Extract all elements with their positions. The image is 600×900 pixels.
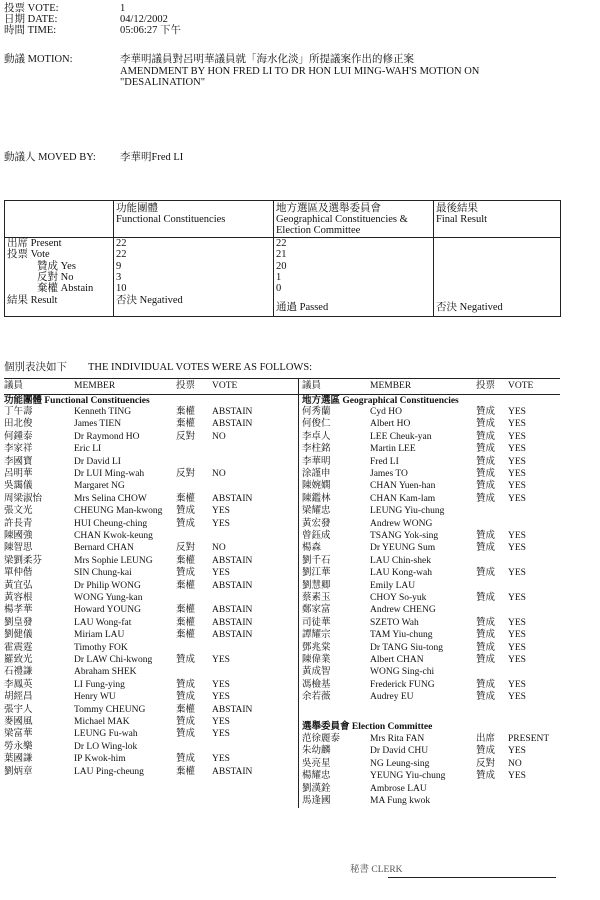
row-vote-label: 投票 Vote: [7, 249, 50, 260]
vote-zh: 贊成: [476, 617, 496, 628]
member-name-en: Dr Philip WONG: [74, 580, 141, 591]
vote-en: ABSTAIN: [212, 704, 253, 715]
member-name-en: Abraham SHEK: [74, 667, 137, 678]
vote-en: YES: [212, 729, 230, 740]
vote-en: YES: [212, 568, 230, 579]
header-rule-top: [4, 378, 560, 379]
vote-zh: 贊成: [476, 679, 496, 690]
member-name-zh: 勞永樂: [4, 741, 33, 752]
column-divider: [298, 378, 299, 808]
vote-zh: 棄權: [176, 419, 196, 430]
fc-no: 3: [116, 272, 122, 283]
vote-zh: 贊成: [476, 593, 496, 603]
member-name-zh: 劉漢銓: [302, 783, 331, 794]
member-name-zh: 丁午壽: [4, 407, 33, 417]
member-name-en: CHEUNG Man-kwong: [74, 506, 163, 517]
member-name-en: CHAN Kwok-keung: [74, 531, 153, 541]
gc-section-title: 地方選區 Geographical Constituencies: [302, 396, 459, 406]
member-name-zh: 黃容根: [4, 593, 33, 603]
member-name-zh: 劉江華: [302, 568, 331, 579]
member-name-en: SIN Chung-kai: [74, 568, 132, 579]
vote-en: YES: [508, 568, 526, 579]
member-name-en: YEUNG Yiu-chung: [370, 771, 446, 782]
member-name-en: Cyd HO: [370, 407, 402, 417]
member-name-en: James TO: [370, 469, 408, 479]
fc-yes: 9: [116, 261, 122, 272]
vote-en: YES: [508, 593, 526, 603]
vote-en: YES: [508, 444, 526, 455]
member-name-en: Margaret NG: [74, 481, 125, 492]
member-name-zh: 劉慧卿: [302, 580, 331, 591]
member-name-en: Dr YEUNG Sum: [370, 543, 436, 554]
row-no-label: 反對 No: [37, 272, 74, 283]
hdr-vote-zh: 投票: [176, 381, 196, 391]
col-fc-zh: 功能團體: [116, 203, 158, 214]
member-name-en: CHAN Yuen-han: [370, 481, 436, 492]
member-name-zh: 羅致光: [4, 655, 33, 665]
vote-en: YES: [508, 407, 526, 417]
hdr-member-zh: 議員: [302, 381, 322, 391]
vote-zh: 棄權: [176, 580, 196, 591]
member-name-zh: 蔡素玉: [302, 593, 331, 603]
vote-zh: 贊成: [476, 419, 496, 430]
vote-en: YES: [508, 431, 526, 442]
vote-zh: 贊成: [476, 630, 496, 641]
vote-en: YES: [508, 493, 526, 504]
member-name-zh: 張宇人: [4, 704, 33, 715]
vote-en: YES: [508, 630, 526, 641]
row-abstain-label: 棄權 Abstain: [37, 283, 94, 294]
vote-zh: 贊成: [476, 568, 496, 579]
member-name-zh: 葉國謙: [4, 754, 33, 765]
member-name-en: Miriam LAU: [74, 630, 125, 641]
member-name-zh: 譚耀宗: [302, 630, 331, 641]
member-name-zh: 涂謹申: [302, 469, 331, 479]
hdr-vote-en: VOTE: [508, 381, 534, 391]
vote-en: ABSTAIN: [212, 493, 253, 504]
member-name-zh: 田北俊: [4, 419, 33, 430]
vote-en: ABSTAIN: [212, 419, 253, 430]
member-name-en: Michael MAK: [74, 717, 130, 727]
member-name-zh: 張文光: [4, 506, 33, 517]
member-name-zh: 劉千石: [302, 555, 331, 566]
member-name-zh: 黃宜弘: [4, 580, 33, 591]
vote-zh: 贊成: [476, 771, 496, 782]
vote-zh: 贊成: [476, 746, 496, 757]
vote-en: YES: [508, 642, 526, 653]
fc-result: 否決 Negatived: [116, 295, 183, 306]
hdr-member-zh: 議員: [4, 381, 24, 391]
vote-en: ABSTAIN: [212, 617, 253, 628]
hdr-vote-zh: 投票: [476, 381, 496, 391]
member-name-zh: 李國寶: [4, 456, 33, 467]
vote-value: 1: [120, 3, 126, 14]
member-name-zh: 吳靄儀: [4, 481, 33, 492]
member-name-en: Bernard CHAN: [74, 543, 134, 554]
member-name-en: Mrs Rita FAN: [370, 734, 425, 744]
member-name-zh: 司徒華: [302, 617, 331, 628]
table-divider: [433, 201, 434, 316]
vote-en: ABSTAIN: [212, 766, 253, 777]
member-name-en: LAU Wong-fat: [74, 617, 132, 628]
gc-present: 22: [276, 238, 287, 249]
member-name-en: Audrey EU: [370, 692, 414, 703]
member-name-zh: 劉健儀: [4, 630, 33, 641]
member-name-en: Mrs Sophie LEUNG: [74, 555, 153, 566]
member-name-en: Albert HO: [370, 419, 411, 430]
member-name-en: Tommy CHEUNG: [74, 704, 146, 715]
member-name-zh: 李華明: [302, 456, 331, 467]
motion-en-line1: AMENDMENT BY HON FRED LI TO DR HON LUI MING-WAH'S MOTION ON: [120, 66, 480, 77]
vote-en: YES: [508, 679, 526, 690]
member-name-zh: 麥國風: [4, 717, 33, 727]
member-name-en: Dr LAW Chi-kwong: [74, 655, 153, 665]
member-name-zh: 李家祥: [4, 444, 33, 455]
vote-zh: 贊成: [176, 717, 196, 727]
member-name-en: Ambrose LAU: [370, 783, 427, 794]
gc-vote: 21: [276, 249, 287, 260]
member-name-zh: 馬逢國: [302, 796, 331, 806]
member-name-en: TSANG Yok-sing: [370, 531, 439, 541]
vote-label: 投票 VOTE:: [4, 3, 59, 14]
vote-zh: 棄權: [176, 555, 196, 566]
vote-zh: 贊成: [176, 518, 196, 529]
table-divider: [273, 201, 274, 316]
date-label: 日期 DATE:: [4, 14, 58, 25]
member-name-en: Mrs Selina CHOW: [74, 493, 147, 504]
motion-label: 動議 MOTION:: [4, 54, 73, 65]
vote-zh: 贊成: [476, 444, 496, 455]
member-name-zh: 梁耀忠: [302, 506, 331, 517]
table-divider: [113, 201, 114, 316]
member-name-zh: 黃宏發: [302, 518, 331, 529]
vote-en: NO: [508, 758, 522, 769]
gc-yes: 20: [276, 261, 287, 272]
vote-en: YES: [508, 543, 526, 554]
mover-value: 李華明Fred LI: [120, 152, 184, 163]
vote-en: YES: [508, 617, 526, 628]
member-name-zh: 余若薇: [302, 692, 331, 703]
vote-zh: 棄權: [176, 630, 196, 641]
member-name-zh: 李卓人: [302, 431, 331, 442]
member-name-en: Albert CHAN: [370, 655, 424, 665]
member-name-en: LAU Kong-wah: [370, 568, 433, 579]
member-name-zh: 劉皇發: [4, 617, 33, 628]
vote-en: YES: [508, 531, 526, 541]
member-name-en: Dr LUI Ming-wah: [74, 469, 145, 479]
vote-zh: 反對: [176, 543, 196, 554]
vote-en: YES: [508, 692, 526, 703]
vote-zh: 出席: [476, 734, 496, 744]
member-name-zh: 曾鈺成: [302, 531, 331, 541]
member-name-en: SZETO Wah: [370, 617, 419, 628]
fc-vote: 22: [116, 249, 127, 260]
member-name-en: Kenneth TING: [74, 407, 132, 417]
member-name-en: Andrew WONG: [370, 518, 433, 529]
vote-en: YES: [212, 679, 230, 690]
member-name-zh: 劉炳章: [4, 766, 33, 777]
vote-en: ABSTAIN: [212, 605, 253, 616]
member-name-en: LAU Ping-cheung: [74, 766, 144, 777]
member-name-en: Martin LEE: [370, 444, 416, 455]
vote-zh: 贊成: [176, 679, 196, 690]
member-name-zh: 何鍾泰: [4, 431, 33, 442]
member-name-en: Dr TANG Siu-tong: [370, 642, 443, 653]
vote-en: ABSTAIN: [212, 630, 253, 641]
member-name-zh: 梁劉柔芬: [4, 555, 43, 566]
member-name-en: Howard YOUNG: [74, 605, 141, 616]
member-name-en: NG Leung-sing: [370, 758, 430, 769]
vote-zh: 棄權: [176, 766, 196, 777]
vote-zh: 贊成: [476, 456, 496, 467]
member-name-en: LEUNG Yiu-chung: [370, 506, 445, 517]
gc-no: 1: [276, 272, 282, 283]
member-name-en: Dr David CHU: [370, 746, 429, 757]
member-name-en: Timothy FOK: [74, 642, 128, 653]
member-name-en: IP Kwok-him: [74, 754, 126, 765]
vote-en: YES: [212, 692, 230, 703]
vote-en: NO: [212, 469, 226, 479]
vote-zh: 贊成: [476, 655, 496, 665]
row-present-label: 出席 Present: [7, 238, 62, 249]
member-name-zh: 李鳳英: [4, 679, 33, 690]
motion-en-line2: "DESALINATION": [120, 77, 205, 88]
member-name-zh: 楊森: [302, 543, 322, 554]
vote-zh: 贊成: [176, 506, 196, 517]
vote-en: YES: [508, 419, 526, 430]
motion-zh: 李華明議員對呂明華議員就「海水化淡」所提議案作出的修正案: [120, 54, 414, 65]
member-name-zh: 楊孝華: [4, 605, 33, 616]
gc-result: 通過 Passed: [276, 302, 329, 313]
member-name-en: LEUNG Fu-wah: [74, 729, 138, 740]
member-name-en: Dr Raymond HO: [74, 431, 140, 442]
member-name-zh: 陳國強: [4, 531, 33, 541]
member-name-zh: 李柱銘: [302, 444, 331, 455]
member-name-zh: 范徐麗泰: [302, 734, 341, 744]
member-name-en: MA Fung kwok: [370, 796, 431, 806]
col-gc-en1: Geographical Constituencies &: [276, 214, 408, 225]
gc-abstain: 0: [276, 283, 282, 294]
member-name-en: CHOY So-yuk: [370, 593, 427, 603]
member-name-zh: 陳智思: [4, 543, 33, 554]
member-name-zh: 石禮謙: [4, 667, 33, 678]
vote-zh: 贊成: [176, 729, 196, 740]
member-name-zh: 楊耀忠: [302, 771, 331, 782]
vote-zh: 贊成: [476, 431, 496, 442]
vote-zh: 贊成: [476, 692, 496, 703]
header-rule-bottom: [4, 394, 560, 395]
vote-en: YES: [508, 456, 526, 467]
member-name-zh: 馮檢基: [302, 679, 331, 690]
col-final-zh: 最後結果: [436, 203, 478, 214]
member-name-zh: 霍震霆: [4, 642, 33, 653]
vote-zh: 贊成: [476, 493, 496, 504]
member-name-zh: 黃成智: [302, 667, 331, 678]
vote-zh: 棄權: [176, 704, 196, 715]
vote-en: YES: [508, 746, 526, 757]
individual-intro-zh: 個別表決如下: [4, 362, 67, 373]
member-name-en: CHAN Kam-lam: [370, 493, 436, 504]
vote-zh: 贊成: [176, 692, 196, 703]
member-name-en: Eric LI: [74, 444, 102, 455]
ec-section-title: 選舉委員會 Election Committee: [302, 722, 433, 732]
member-name-zh: 陳婉嫻: [302, 481, 331, 492]
vote-zh: 贊成: [476, 642, 496, 653]
member-name-zh: 周梁淑怡: [4, 493, 43, 504]
member-name-en: LI Fung-ying: [74, 679, 125, 690]
vote-en: PRESENT: [508, 734, 550, 744]
time-label: 時間 TIME:: [4, 25, 57, 36]
date-value: 04/12/2002: [120, 14, 168, 25]
member-name-en: Emily LAU: [370, 580, 416, 591]
vote-zh: 贊成: [476, 481, 496, 492]
member-name-en: Andrew CHENG: [370, 605, 436, 616]
vote-zh: 反對: [176, 469, 196, 479]
col-final-en: Final Result: [436, 214, 488, 225]
vote-zh: 反對: [476, 758, 496, 769]
col-fc-en: Functional Constituencies: [116, 214, 226, 225]
col-gc-zh: 地方選區及選舉委員會: [276, 203, 381, 214]
member-name-en: WONG Yung-kan: [74, 593, 143, 603]
member-name-en: Henry WU: [74, 692, 116, 703]
member-name-zh: 呂明華: [4, 469, 33, 479]
vote-en: NO: [212, 431, 226, 442]
vote-en: YES: [508, 655, 526, 665]
fc-section-title: 功能團體 Functional Constituencies: [4, 396, 150, 406]
member-name-zh: 陳偉業: [302, 655, 331, 665]
vote-zh: 贊成: [476, 407, 496, 417]
vote-zh: 贊成: [176, 754, 196, 765]
vote-en: YES: [508, 481, 526, 492]
member-name-zh: 單仲偕: [4, 568, 33, 579]
member-name-en: Dr LO Wing-lok: [74, 741, 138, 752]
vote-zh: 贊成: [476, 531, 496, 541]
vote-zh: 棄權: [176, 617, 196, 628]
vote-en: YES: [212, 506, 230, 517]
individual-intro-en: THE INDIVIDUAL VOTES WERE AS FOLLOWS:: [88, 362, 313, 373]
vote-zh: 棄權: [176, 605, 196, 616]
hdr-member-en: MEMBER: [74, 381, 116, 391]
member-name-zh: 許長青: [4, 518, 33, 529]
vote-en: ABSTAIN: [212, 580, 253, 591]
vote-zh: 贊成: [476, 469, 496, 479]
member-name-en: James TIEN: [74, 419, 122, 430]
row-result-label: 結果 Result: [7, 295, 58, 306]
member-name-en: Dr David LI: [74, 456, 121, 467]
vote-en: YES: [508, 469, 526, 479]
vote-zh: 棄權: [176, 407, 196, 417]
member-name-zh: 何秀蘭: [302, 407, 331, 417]
summary-table: [4, 200, 561, 317]
signature-line: [388, 877, 556, 878]
vote-en: ABSTAIN: [212, 555, 253, 566]
vote-en: YES: [212, 717, 230, 727]
member-name-en: LEE Cheuk-yan: [370, 431, 432, 442]
member-name-zh: 梁富華: [4, 729, 33, 740]
clerk-label: 秘書 CLERK: [350, 865, 403, 875]
member-name-zh: 何俊仁: [302, 419, 331, 430]
member-name-zh: 陳鑑林: [302, 493, 331, 504]
member-name-en: LAU Chin-shek: [370, 555, 431, 566]
time-value: 05:06:27 下午: [120, 25, 181, 36]
member-name-zh: 鄭家富: [302, 605, 331, 616]
fc-present: 22: [116, 238, 127, 249]
member-name-zh: 吳亮星: [302, 758, 331, 769]
vote-en: YES: [212, 754, 230, 765]
hdr-vote-en: VOTE: [212, 381, 238, 391]
member-name-zh: 鄧兆棠: [302, 642, 331, 653]
member-name-en: TAM Yiu-chung: [370, 630, 433, 641]
col-gc-en2: Election Committee: [276, 225, 361, 236]
hdr-member-en: MEMBER: [370, 381, 412, 391]
mover-label: 動議人 MOVED BY:: [4, 152, 96, 163]
vote-en: YES: [212, 655, 230, 665]
vote-zh: 棄權: [176, 493, 196, 504]
vote-en: NO: [212, 543, 226, 554]
row-yes-label: 贊成 Yes: [37, 261, 76, 272]
vote-en: YES: [212, 518, 230, 529]
final-result: 否決 Negatived: [436, 302, 503, 313]
fc-abstain: 10: [116, 283, 127, 294]
vote-zh: 反對: [176, 431, 196, 442]
member-name-en: WONG Sing-chi: [370, 667, 435, 678]
vote-zh: 贊成: [176, 655, 196, 665]
member-name-en: HUI Cheung-ching: [74, 518, 148, 529]
vote-en: ABSTAIN: [212, 407, 253, 417]
member-name-zh: 胡經昌: [4, 692, 33, 703]
member-name-en: Fred LI: [370, 456, 399, 467]
vote-zh: 贊成: [476, 543, 496, 554]
member-name-en: Frederick FUNG: [370, 679, 435, 690]
vote-en: YES: [508, 771, 526, 782]
vote-zh: 贊成: [176, 568, 196, 579]
member-name-zh: 朱幼麟: [302, 746, 331, 757]
